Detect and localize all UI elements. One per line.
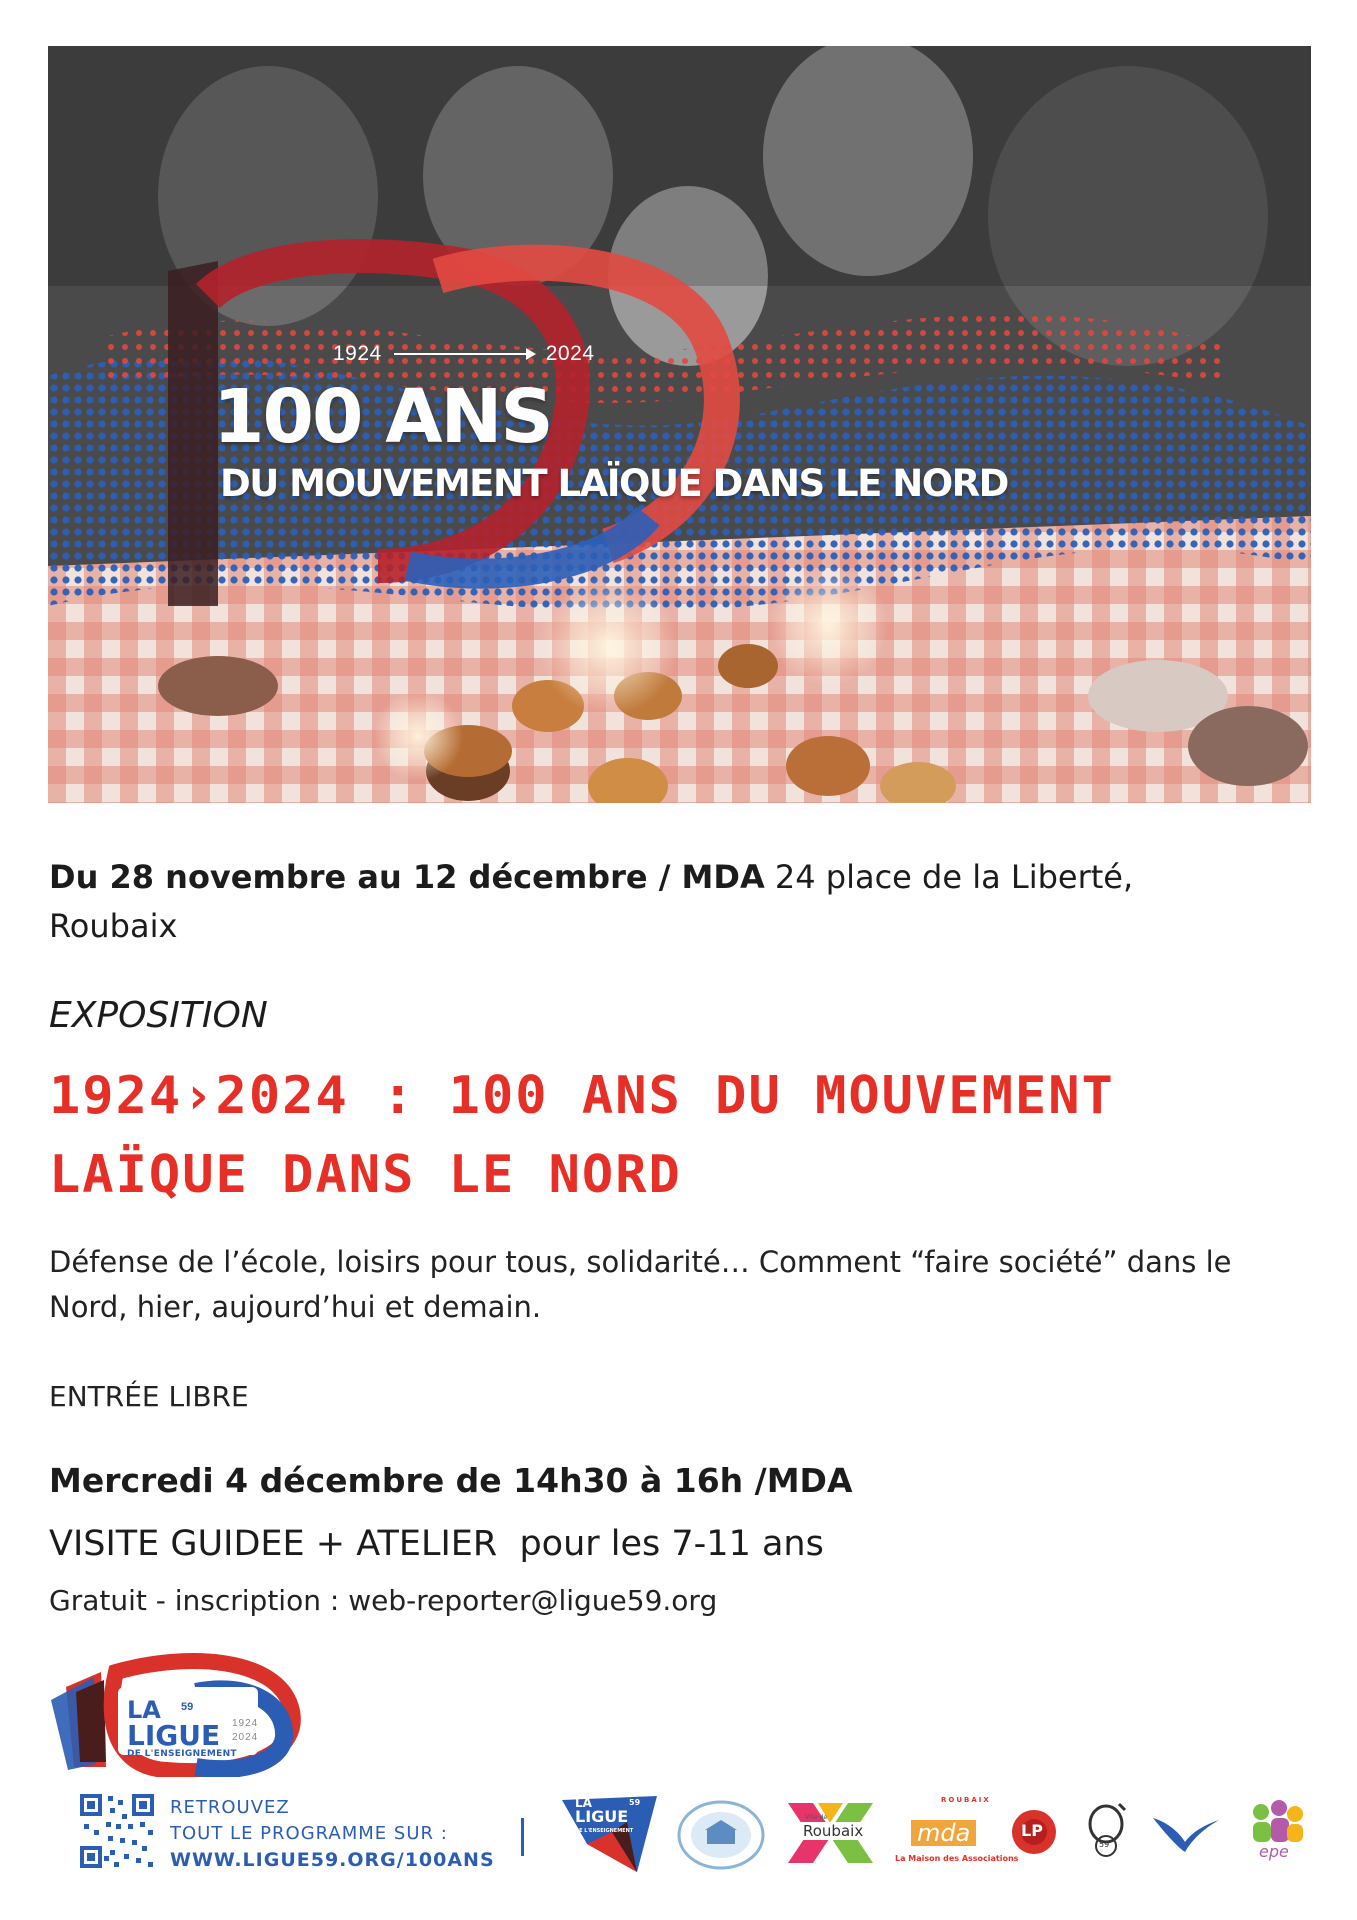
- association-seal-icon: [677, 1800, 765, 1870]
- footer-divider: [521, 1818, 524, 1856]
- emblem-59-icon: [1085, 1802, 1127, 1862]
- program-info: [170, 1795, 495, 1873]
- mda-wordmark: mda: [911, 1820, 976, 1846]
- mda-top: ROUBAIX: [941, 1796, 991, 1804]
- emblem-59-label: 59: [1099, 1840, 1110, 1849]
- hero-year-start: 1924: [333, 342, 382, 365]
- roubaix-ville: Ville de: [805, 1814, 828, 1821]
- event-title-line2: LAÏQUE DANS LE NORD: [49, 1145, 682, 1205]
- arrow-right-icon: [394, 353, 534, 355]
- event-category: EXPOSITION: [49, 995, 268, 1036]
- partner-59-logo: [1085, 1802, 1127, 1862]
- event-title-line1: 1924›2024 : 100 ANS DU MOUVEMENT: [49, 1066, 1115, 1126]
- workshop-signup: Gratuit - inscription : web-reporter@ligue59.org: [49, 1584, 718, 1617]
- ligue-la: LA: [575, 1796, 592, 1810]
- qr-code-icon: [80, 1794, 154, 1868]
- partner-logos: [545, 1786, 1315, 1881]
- partner-mda-logo: [895, 1796, 1019, 1876]
- event-title: [49, 1057, 1309, 1215]
- epe-label: epe: [1259, 1842, 1289, 1861]
- event-dates-bold: Du 28 novembre au 12 décembre / MDA: [49, 858, 765, 896]
- logo-years: [232, 1717, 258, 1745]
- logo-year-end: 2024: [232, 1732, 259, 1743]
- logo-dept: 59: [181, 1701, 194, 1713]
- program-url-link[interactable]: WWW.LIGUE59.ORG/100ANS: [170, 1849, 495, 1871]
- hero-subtitle: DU MOUVEMENT LAÏQUE DANS LE NORD: [220, 462, 1008, 505]
- logo-ligue: LIGUE: [127, 1719, 221, 1752]
- event-description: [49, 1240, 1309, 1330]
- roubaix-label: Roubaix: [803, 1822, 864, 1840]
- event-description-line2: Nord, hier, aujourd’hui et demain.: [49, 1290, 542, 1324]
- lp-label: LP: [1021, 1821, 1043, 1840]
- event-description-line1: Défense de l’école, loisirs pour tous, solidarité… Comment “faire société” dans le: [49, 1245, 1232, 1279]
- event-address-line2: Roubaix: [49, 907, 178, 945]
- bird-logo-icon: [1149, 1808, 1221, 1858]
- ligue-dept: 59: [629, 1798, 641, 1807]
- partner-ligue-logo: [557, 1792, 667, 1872]
- hero-year-end: 2024: [545, 342, 595, 365]
- entry-info: ENTRÉE LIBRE: [49, 1380, 249, 1413]
- workshop-date: Mercredi 4 décembre de 14h30 à 16h /MDA: [49, 1461, 853, 1500]
- event-address-line1: 24 place de la Liberté,: [764, 858, 1134, 896]
- ligue-name: LIGUE: [575, 1807, 629, 1826]
- partner-lp-logo: [1010, 1806, 1058, 1858]
- ligue-sub: DE L'ENSEIGNEMENT: [575, 1828, 634, 1834]
- hero-banner: [48, 46, 1311, 803]
- program-line2: TOUT LE PROGRAMME SUR :: [170, 1823, 448, 1844]
- hero-title: 100 ANS: [213, 374, 552, 460]
- logo-year-start: 1924: [232, 1718, 259, 1729]
- program-line1: RETROUVEZ: [170, 1797, 290, 1818]
- event-dates: [49, 853, 1309, 951]
- partner-epe-logo: [1245, 1798, 1309, 1868]
- hero-date-range: [333, 342, 594, 366]
- workshop-title: VISITE GUIDEE + ATELIER pour les 7-11 ans: [49, 1524, 824, 1564]
- logo-sub: DE L'ENSEIGNEMENT: [127, 1749, 237, 1759]
- partner-roubaix-logo: [783, 1798, 878, 1868]
- mda-name: La Maison des Associations: [895, 1854, 1019, 1863]
- logo-la: LA: [127, 1696, 161, 1724]
